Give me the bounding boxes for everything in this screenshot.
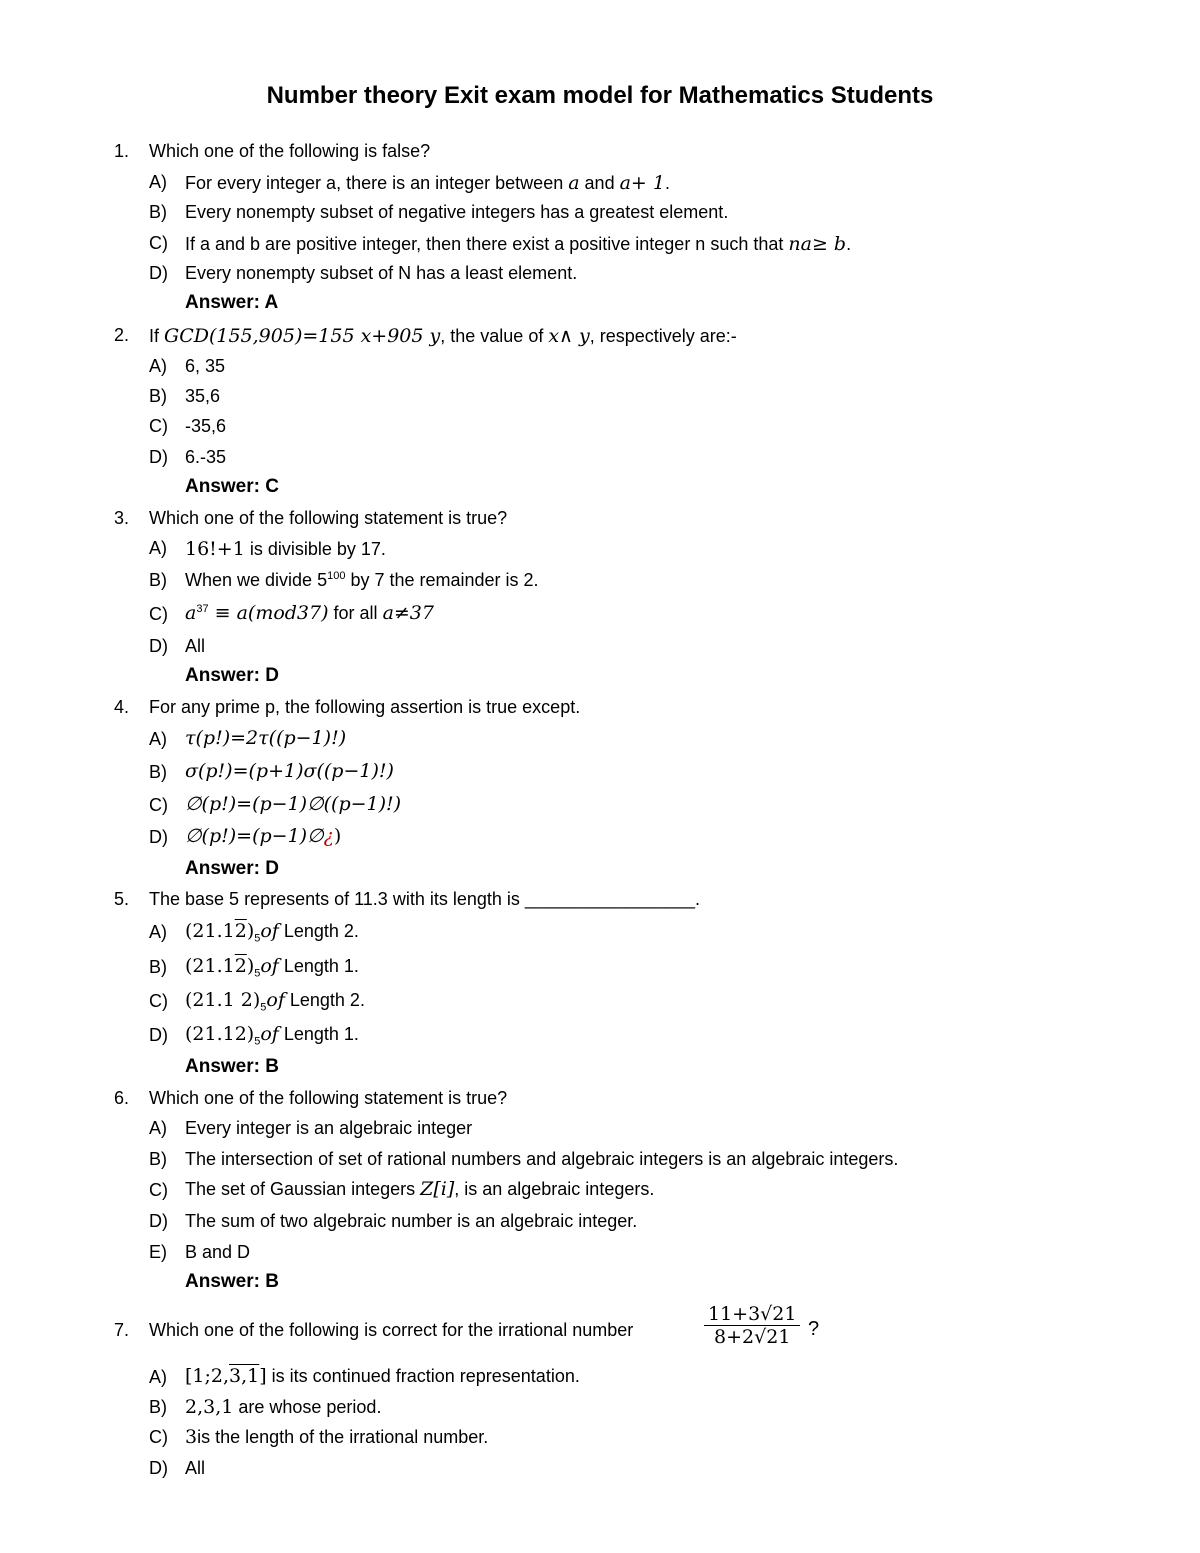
math-expr: a <box>568 172 580 194</box>
option-a <box>185 1365 580 1387</box>
fraction-numerator: 11+3√21 <box>704 1303 800 1326</box>
math-expr: ) <box>246 920 255 942</box>
exponent: 100 <box>327 570 346 582</box>
math-expr: ) <box>246 955 255 977</box>
answer-text: Answer: B <box>185 1271 279 1292</box>
answer-text: Answer: A <box>185 292 279 313</box>
option-label: A) <box>149 172 167 192</box>
math-expr: ∅(p!)=(p−1)∅ <box>185 825 324 847</box>
math-expr: [1;2, <box>185 1365 230 1387</box>
math-expr: 2,3,1 <box>185 1396 234 1418</box>
math-expr: a+ 1 <box>619 172 665 194</box>
question-number: 2. <box>114 325 130 345</box>
option-c <box>185 233 851 255</box>
option-label: E) <box>149 1242 167 1262</box>
option-label: B) <box>149 570 167 590</box>
option-label: B) <box>149 202 167 222</box>
option-c <box>185 1426 488 1448</box>
answer-text: Answer: D <box>185 858 279 879</box>
option-b <box>185 1396 381 1418</box>
math-expr: ) <box>333 825 342 847</box>
repeating-period: 3,1 <box>229 1365 260 1387</box>
question-text: The base 5 represents of 11.3 with its length is _________________. <box>149 889 701 909</box>
math-expr-error: ¿ <box>323 825 334 847</box>
option-a <box>185 920 359 945</box>
option-label: C) <box>149 1180 168 1200</box>
option-text: If a and b are positive integer, then there exist a positive integer n such that <box>185 234 789 254</box>
option-text: is divisible by 17. <box>244 539 386 559</box>
option-text: are whose period. <box>233 1397 382 1417</box>
question-mark: ? <box>808 1318 820 1340</box>
math-expr: a≠37 <box>382 602 434 624</box>
option-label: B) <box>149 1397 167 1417</box>
option-label: C) <box>149 604 168 624</box>
math-expr: a <box>185 602 197 624</box>
repeating-digit: 2 <box>234 955 247 977</box>
question-text: Which one of the following is correct for the irrational number <box>149 1320 634 1340</box>
option-label: A) <box>149 538 167 558</box>
question-text: For any prime p, the following assertion is true except. <box>149 697 581 717</box>
option-text: and <box>579 173 620 193</box>
option-label: B) <box>149 1149 167 1169</box>
option-text: Length 2. <box>278 921 359 941</box>
option-text: by 7 the remainder is 2. <box>345 570 539 590</box>
fraction-denominator: 8+2√21 <box>714 1326 791 1348</box>
option-text: When we divide 5 <box>185 570 328 590</box>
option-d: All <box>185 636 206 656</box>
question-text-part: , the value of <box>440 326 549 346</box>
math-expr: GCD(155,905)=155 x+905 y <box>164 325 441 347</box>
option-label: A) <box>149 1118 167 1138</box>
math-expr: of <box>260 955 279 977</box>
option-text: Length 1. <box>278 956 359 976</box>
option-c <box>185 1178 654 1200</box>
option-text: Length 1. <box>278 1024 359 1044</box>
option-label: A) <box>149 1367 167 1387</box>
option-text: For every integer a, there is an integer between <box>185 173 569 193</box>
option-d: The sum of two algebraic number is an algebraic integer. <box>185 1211 638 1231</box>
option-label: C) <box>149 233 168 253</box>
option-label: C) <box>149 795 168 815</box>
math-expr: of <box>260 920 279 942</box>
option-label: B) <box>149 386 167 406</box>
question-text-part: If <box>149 326 165 346</box>
option-label: C) <box>149 416 168 436</box>
answer-text: Answer: B <box>185 1056 279 1077</box>
math-expr: of <box>260 1023 279 1045</box>
option-label: D) <box>149 447 168 467</box>
base-subscript: 5 <box>254 967 261 980</box>
math-expr: (21.1 2) <box>185 989 261 1011</box>
option-d: All <box>185 1458 206 1478</box>
option-b: The intersection of set of rational numbers and algebraic integers is an algebraic integers. <box>185 1149 899 1169</box>
option-text: . <box>846 234 852 254</box>
math-expr: (21.1 <box>185 955 235 977</box>
fraction <box>704 1303 800 1348</box>
math-expr: 16!+1 <box>185 538 245 560</box>
option-label: A) <box>149 356 167 376</box>
option-c: -35,6 <box>185 416 227 436</box>
math-expr: 3 <box>185 1426 198 1448</box>
option-text: for all <box>328 603 383 623</box>
question-text: Which one of the following statement is true? <box>149 508 508 528</box>
option-d: 6.-35 <box>185 447 227 467</box>
answer-text: Answer: D <box>185 665 279 686</box>
option-b: σ(p!)=(p+1)σ((p−1)!) <box>185 760 394 782</box>
option-a <box>185 172 670 194</box>
question-number: 5. <box>114 889 130 909</box>
option-text: Length 2. <box>284 990 365 1010</box>
question-text-part: , respectively are:- <box>589 326 737 346</box>
option-label: C) <box>149 1427 168 1447</box>
math-expr: (21.12) <box>185 1023 255 1045</box>
math-expr: x∧ y <box>548 325 590 347</box>
math-expr: ] <box>259 1365 267 1387</box>
option-a: Every integer is an algebraic integer <box>185 1118 473 1138</box>
answer-text: Answer: C <box>185 476 279 497</box>
math-expr: Z[i] <box>420 1178 455 1200</box>
question-text: Which one of the following statement is true? <box>149 1088 508 1108</box>
option-text: The set of Gaussian integers <box>185 1179 421 1199</box>
question-number: 1. <box>114 141 130 161</box>
option-text: . <box>664 173 670 193</box>
option-d <box>185 825 341 847</box>
option-text: , is an algebraic integers. <box>454 1179 655 1199</box>
option-c: ∅(p!)=(p−1)∅((p−1)!) <box>185 793 402 815</box>
option-label: D) <box>149 827 168 847</box>
option-c <box>185 989 365 1014</box>
option-text: is the length of the irrational number. <box>197 1427 489 1447</box>
option-label: D) <box>149 263 168 283</box>
option-b: 35,6 <box>185 386 221 406</box>
option-label: D) <box>149 1211 168 1231</box>
option-b <box>185 955 359 980</box>
option-d: Every nonempty subset of N has a least element. <box>185 263 578 283</box>
option-a: τ(p!)=2τ((p−1)!) <box>185 727 347 749</box>
option-a: 6, 35 <box>185 356 226 376</box>
question-number: 6. <box>114 1088 130 1108</box>
exponent: 37 <box>196 603 209 615</box>
base-subscript: 5 <box>254 932 261 945</box>
math-expr: of <box>266 989 285 1011</box>
question-text <box>149 325 737 347</box>
option-label: A) <box>149 922 167 942</box>
option-b: Every nonempty subset of negative integers has a greatest element. <box>185 202 729 222</box>
page-title: Number theory Exit exam model for Mathematics Students <box>266 82 934 109</box>
option-text: is its continued fraction representation. <box>266 1366 580 1386</box>
option-a <box>185 538 386 560</box>
question-text: Which one of the following is false? <box>149 141 431 161</box>
math-expr: (21.1 <box>185 920 235 942</box>
question-number: 7. <box>114 1320 130 1340</box>
math-expr: ≡ a(mod37) <box>208 602 329 624</box>
option-label: B) <box>149 762 167 782</box>
option-label: B) <box>149 957 167 977</box>
option-c <box>185 602 434 624</box>
question-number: 3. <box>114 508 130 528</box>
repeating-digit: 2 <box>234 920 247 942</box>
option-d <box>185 1023 359 1048</box>
option-label: D) <box>149 636 168 656</box>
option-e: B and D <box>185 1242 251 1262</box>
option-label: D) <box>149 1458 168 1478</box>
question-number: 4. <box>114 697 130 717</box>
option-label: C) <box>149 991 168 1011</box>
base-subscript: 5 <box>260 1001 267 1014</box>
option-b <box>185 570 539 591</box>
option-label: D) <box>149 1025 168 1045</box>
math-expr: na≥ b <box>788 233 847 255</box>
base-subscript: 5 <box>254 1035 261 1048</box>
option-label: A) <box>149 729 167 749</box>
